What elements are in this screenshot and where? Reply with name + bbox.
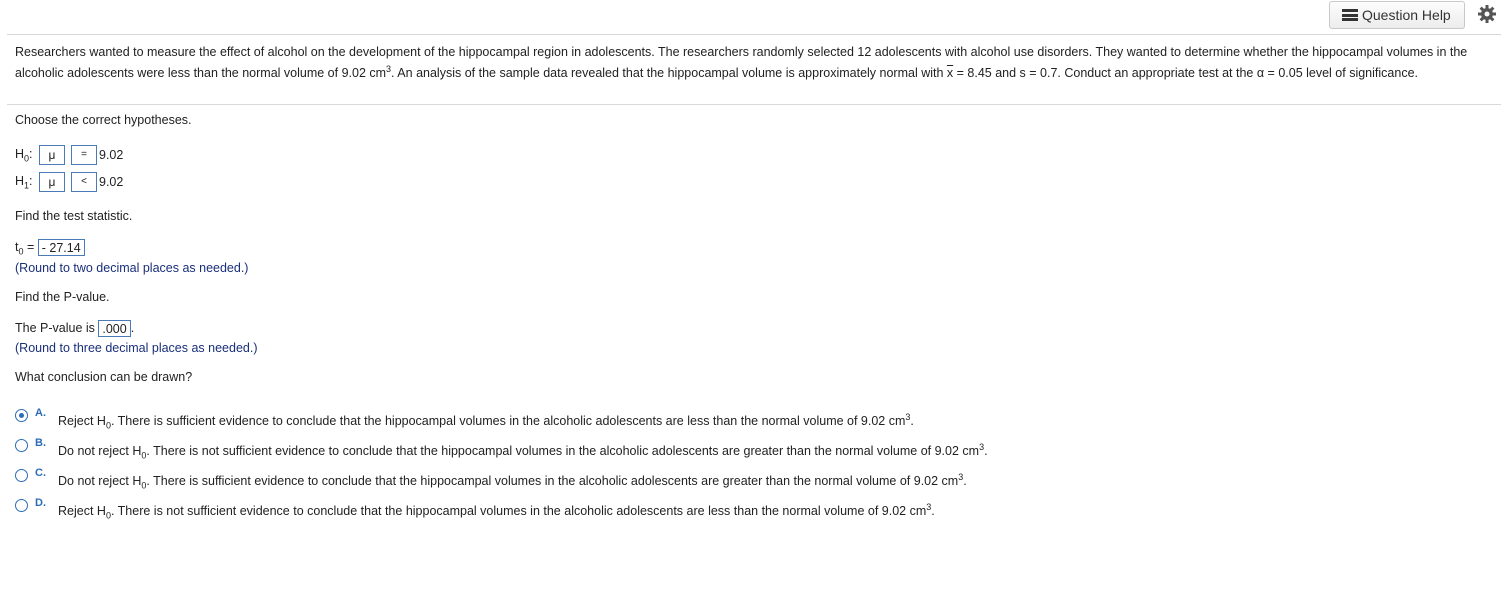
- h1-parameter-select[interactable]: μ: [39, 172, 65, 192]
- alternative-hypothesis-row: [15, 171, 123, 193]
- top-toolbar: [0, 0, 1507, 32]
- radio-button[interactable]: [15, 439, 28, 452]
- option-c-text: Do not reject $H_0$. There is sufficient evidence to conclude that the hippocampal volumes in the alcoholic adolescents are greater than the normal volume of 9.02 $cm^3$.: [58, 472, 967, 491]
- p-value-input[interactable]: .000: [98, 320, 130, 337]
- null-hypothesis-row: [15, 144, 123, 166]
- gear-icon[interactable]: [1477, 4, 1497, 24]
- alpha-symbol: α: [1256, 66, 1265, 81]
- radio-button[interactable]: [15, 469, 28, 482]
- h0-operator-select[interactable]: =: [71, 145, 97, 165]
- radio-button[interactable]: [15, 499, 28, 512]
- xbar-symbol: $\overline{x}$: [946, 66, 954, 81]
- h1-label: $H_1$:: [15, 173, 33, 191]
- hypotheses-prompt: Choose the correct hypotheses.: [15, 113, 192, 127]
- test-statistic-input[interactable]: - 27.14: [38, 239, 85, 256]
- h0-value: 9.02: [99, 148, 124, 162]
- radio-button-selected[interactable]: [15, 409, 28, 422]
- rounding-hint: (Round to three decimal places as needed.): [15, 341, 258, 355]
- question-help-button[interactable]: [1329, 1, 1465, 29]
- h0-label: $H_0$:: [15, 146, 33, 164]
- test-statistic-prompt: Find the test statistic.: [15, 209, 133, 223]
- divider: [7, 34, 1501, 35]
- problem-statement: Researchers wanted to measure the effect of alcohol on the development of the hippocampal region in adolescents. The researchers randomly selected 12 adolescents with alcohol use disorders. They wanted to determine whether the hippocampal volumes in the alcoholic adolescents were less than the normal volume of 9.02 $cm^3$. An analysis of the sample data revealed that the hippocampal volume is approximately normal with $\overline{x} = 8.45$ and s = 0.7. Conduct an appropriate test at the α = 0.05 level of significance.: [15, 45, 1468, 81]
- h1-value: 9.02: [99, 175, 124, 189]
- t0-label: $t_0$ =: [15, 239, 38, 257]
- rounding-hint: (Round to two decimal places as needed.): [15, 261, 249, 275]
- option-b-text: Do not reject $H_0$. There is not sufficient evidence to conclude that the hippocampal volumes in the alcoholic adolescents are greater than the normal volume of 9.02 $cm^3$.: [58, 442, 988, 461]
- divider: [7, 104, 1501, 105]
- p-value-prompt: Find the P-value.: [15, 290, 110, 304]
- option-a-text: Reject $H_0$. There is sufficient evidence to conclude that the hippocampal volumes in the alcoholic adolescents are less than the normal volume of 9.02 $cm^3$.: [58, 412, 914, 431]
- p-value-row: The P-value is .000 .: [15, 320, 135, 336]
- question-help-label: Question Help: [1362, 7, 1451, 23]
- option-d-text: Reject $H_0$. There is not sufficient evidence to conclude that the hippocampal volumes in the alcoholic adolescents are less than the normal volume of 9.02 $cm^3$.: [58, 502, 935, 521]
- conclusion-prompt: What conclusion can be drawn?: [15, 370, 193, 384]
- h1-operator-select[interactable]: <: [71, 172, 97, 192]
- test-statistic-row: [15, 239, 85, 256]
- list-icon: [1342, 9, 1358, 21]
- h0-parameter-select[interactable]: μ: [39, 145, 65, 165]
